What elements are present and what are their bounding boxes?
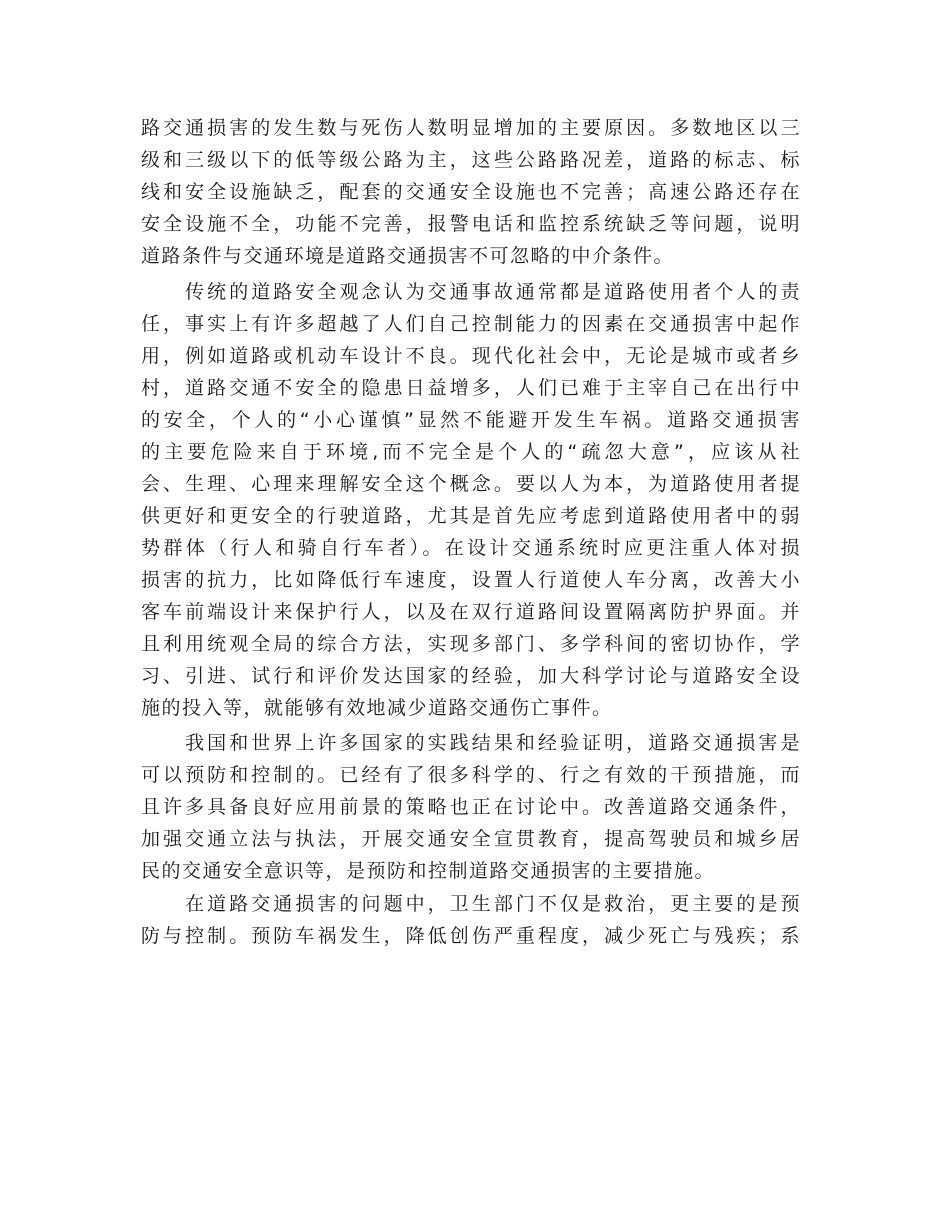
text-line: 村，道路交通不安全的隐患日益增多，人们已难于主宰自己在出行中 xyxy=(141,377,801,399)
text-line: 防与控制。预防车祸发生，降低创伤严重程度，减少死亡与残疾；系 xyxy=(141,925,801,947)
text-line: 任，事实上有许多超越了人们自己控制能力的因素在交通损害中起作 xyxy=(141,313,801,335)
text-line: 民的交通安全意识等，是预防和控制道路交通损害的主要措施。 xyxy=(141,860,716,882)
paragraph xyxy=(141,276,801,724)
text-line: 的安全，个人的“小心谨慎”显然不能避开发生车祸。道路交通损害 xyxy=(141,409,801,431)
text-line: 且利用统观全局的综合方法，实现多部门、多学科间的密切协作，学 xyxy=(141,633,801,655)
text-line: 势群体（行人和骑自行车者）。在设计交通系统时应更注重人体对损 xyxy=(141,537,801,559)
paragraph xyxy=(141,112,801,272)
text-line: 客车前端设计来保护行人，以及在双行道路间设置隔离防护界面。并 xyxy=(141,601,801,623)
paragraph xyxy=(141,727,801,887)
text-line: 道路条件与交通环境是道路交通损害不可忽略的中介条件。 xyxy=(141,245,675,267)
text-line: 习、引进、试行和评价发达国家的经验，加大科学讨论与道路安全设 xyxy=(141,665,801,687)
text-line: 安全设施不全，功能不完善，报警电话和监控系统缺乏等问题，说明 xyxy=(141,213,801,235)
text-line: 供更好和更安全的行驶道路，尤其是首先应考虑到道路使用者中的弱 xyxy=(141,505,801,527)
text-line: 会、生理、心理来理解安全这个概念。要以人为本，为道路使用者提 xyxy=(141,473,801,495)
text-line: 可以预防和控制的。已经有了很多科学的、行之有效的干预措施，而 xyxy=(141,764,801,786)
text-line: 我国和世界上许多国家的实践结果和经验证明，道路交通损害是 xyxy=(141,732,801,754)
text-line: 路交通损害的发生数与死伤人数明显增加的主要原因。多数地区以三 xyxy=(141,117,801,139)
text-line: 在道路交通损害的问题中，卫生部门不仅是救治，更主要的是预 xyxy=(141,893,801,915)
text-line: 用，例如道路或机动车设计不良。现代化社会中，无论是城市或者乡 xyxy=(141,345,801,367)
text-line: 损害的抗力，比如降低行车速度，设置人行道使人车分离，改善大小 xyxy=(141,569,801,591)
paragraph xyxy=(141,888,801,952)
text-line: 的主要危险来自于环境,而不完全是个人的“疏忽大意”，应该从社 xyxy=(141,441,801,463)
text-line: 且许多具备良好应用前景的策略也正在讨论中。改善道路交通条件， xyxy=(141,796,801,818)
text-line: 施的投入等，就能够有效地减少道路交通伤亡事件。 xyxy=(141,697,613,719)
text-line: 线和安全设施缺乏，配套的交通安全设施也不完善；高速公路还存在 xyxy=(141,181,801,203)
text-line: 级和三级以下的低等级公路为主，这些公路路况差，道路的标志、标 xyxy=(141,149,801,171)
text-line: 加强交通立法与执法，开展交通安全宣贯教育，提高驾驶员和城乡居 xyxy=(141,828,801,850)
text-line: 传统的道路安全观念认为交通事故通常都是道路使用者个人的责 xyxy=(141,281,801,303)
